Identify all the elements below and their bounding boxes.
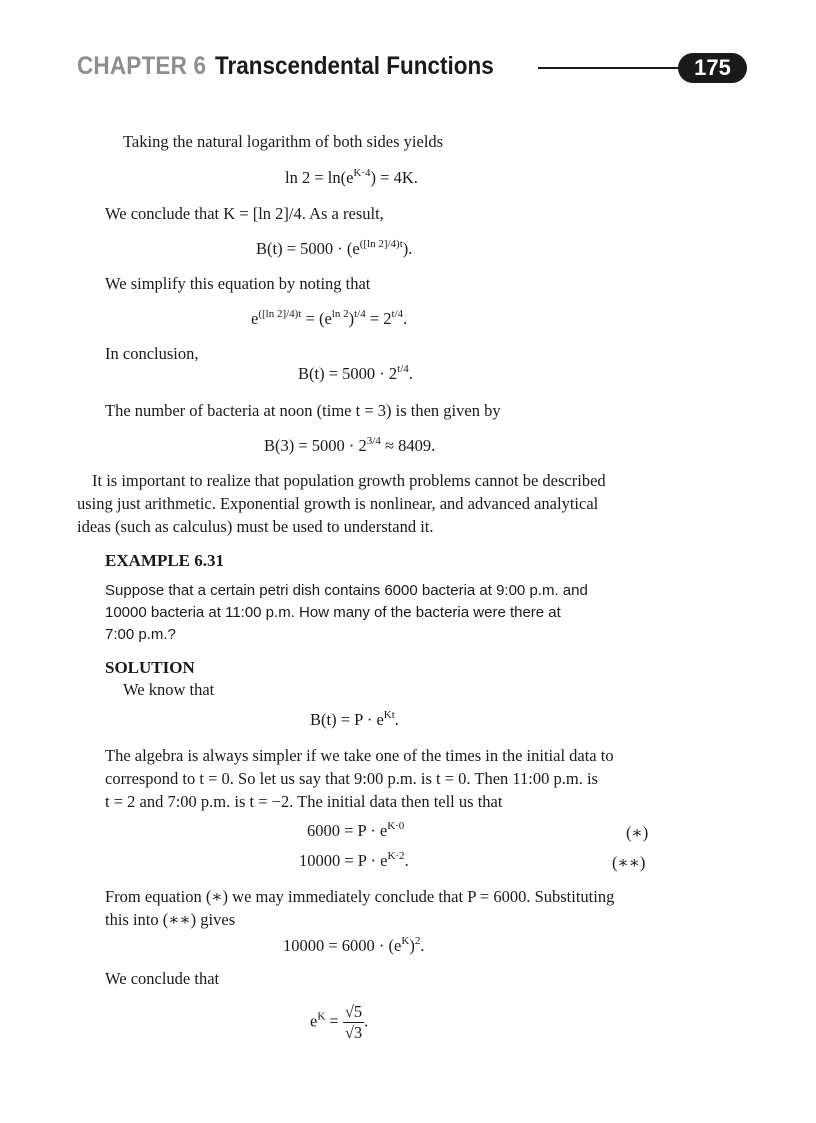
eq-part: ln 2 = ln(e	[285, 168, 354, 187]
fraction-numerator: √5	[344, 1002, 363, 1021]
example-text: 7:00 p.m.?	[105, 626, 176, 643]
eq-superscript: 3/4	[366, 435, 381, 447]
text-line: We conclude that K = [ln 2]/4. As a result,	[105, 204, 384, 223]
paragraph-line: It is important to realize that population growth problems cannot be described	[92, 471, 606, 490]
solution-heading: SOLUTION	[105, 658, 195, 677]
equation-tag: (∗)	[626, 823, 649, 842]
text-line: In conclusion,	[105, 344, 199, 363]
eq-part: 6000 = P · e	[307, 821, 388, 840]
eq-part: .	[404, 851, 409, 870]
eq-superscript: K	[317, 1010, 326, 1023]
eq-part: 10000 = 6000 · (e	[283, 936, 402, 955]
eq-superscript: K	[401, 935, 410, 947]
eq-part: ) = 4K.	[370, 168, 418, 187]
example-text: Suppose that a certain petri dish contains 6000 bacteria at 9:00 p.m. and	[105, 582, 588, 599]
eq-superscript: ln 2	[331, 308, 349, 320]
equation-ln2	[285, 167, 418, 189]
eq-superscript: t/4	[354, 308, 366, 320]
eq-superscript: t/4	[397, 363, 409, 375]
equation-conclusion	[298, 363, 413, 385]
eq-part: B(t) = 5000 · (e	[256, 239, 360, 258]
eq-superscript: K·2	[387, 850, 405, 862]
example-text: 10000 bacteria at 11:00 p.m. How many of the bacteria were there at	[105, 604, 561, 621]
eq-superscript: ([ln 2]/4)t	[258, 308, 302, 320]
eq-part: B(t) = P · e	[310, 710, 384, 729]
text-line: From equation (∗) we may immediately conclude that P = 6000. Substituting	[105, 887, 615, 906]
paragraph-line: ideas (such as calculus) must be used to understand it.	[77, 517, 434, 536]
eq-superscript: t/4	[391, 308, 404, 320]
text-line: Taking the natural logarithm of both sides yields	[123, 132, 444, 151]
equation-noon	[264, 435, 435, 457]
equation-substitution	[283, 935, 424, 957]
eq-superscript: K·4	[353, 167, 371, 179]
eq-part: B(t) = 5000 · 2	[298, 364, 398, 383]
page-number-badge: 175	[678, 53, 747, 83]
text-line: The algebra is always simpler if we take one of the times in the initial data to	[105, 746, 614, 765]
eq-part: e	[251, 309, 259, 328]
paragraph-line: using just arithmetic. Exponential growth is nonlinear, and advanced analytical	[77, 494, 599, 513]
eq-part: 10000 = P · e	[299, 851, 388, 870]
eq-part: = (e	[301, 309, 332, 328]
equation-final	[310, 1002, 368, 1043]
equation-double-star	[299, 850, 409, 872]
equation-simplify	[251, 308, 407, 330]
eq-part: .	[364, 1011, 369, 1031]
eq-superscript: K·0	[387, 820, 405, 832]
equation-star	[307, 820, 404, 842]
eq-part: =	[325, 1011, 343, 1031]
header-rule	[538, 67, 688, 69]
text-line: this into (∗∗) gives	[105, 910, 236, 929]
text-line: We simplify this equation by noting that	[105, 274, 371, 293]
eq-superscript: 2	[414, 935, 421, 947]
chapter-title: Transcendental Functions	[215, 52, 494, 80]
eq-part: )	[348, 309, 355, 328]
equation-tag: (∗∗)	[612, 853, 646, 872]
text-line: We know that	[123, 680, 215, 699]
eq-part: ≈ 8409.	[380, 436, 436, 455]
eq-part: = 2	[365, 309, 392, 328]
eq-part: )	[409, 936, 415, 955]
eq-part: .	[394, 710, 399, 729]
eq-part: e	[310, 1011, 318, 1031]
fraction	[343, 1002, 364, 1043]
eq-part: B(3) = 5000 · 2	[264, 436, 367, 455]
eq-part: ).	[402, 239, 413, 258]
text-line: We conclude that	[105, 969, 220, 988]
eq-superscript: Kt	[383, 709, 395, 721]
eq-part: .	[403, 309, 408, 328]
eq-superscript: ([ln 2]/4)t	[359, 238, 403, 250]
example-heading: EXAMPLE 6.31	[105, 551, 224, 570]
equation-model	[310, 709, 399, 731]
eq-part: .	[408, 364, 413, 383]
fraction-denominator: √3	[344, 1023, 363, 1042]
equation-bt	[256, 238, 412, 260]
text-line: The number of bacteria at noon (time t = 3) is then given by	[105, 401, 501, 420]
text-line: correspond to t = 0. So let us say that 9:00 p.m. is t = 0. Then 11:00 p.m. is	[105, 769, 598, 788]
chapter-label: CHAPTER 6	[77, 52, 207, 80]
text-line: t = 2 and 7:00 p.m. is t = −2. The initial data then tell us that	[105, 792, 503, 811]
eq-part: .	[420, 936, 425, 955]
page-header	[77, 52, 747, 86]
